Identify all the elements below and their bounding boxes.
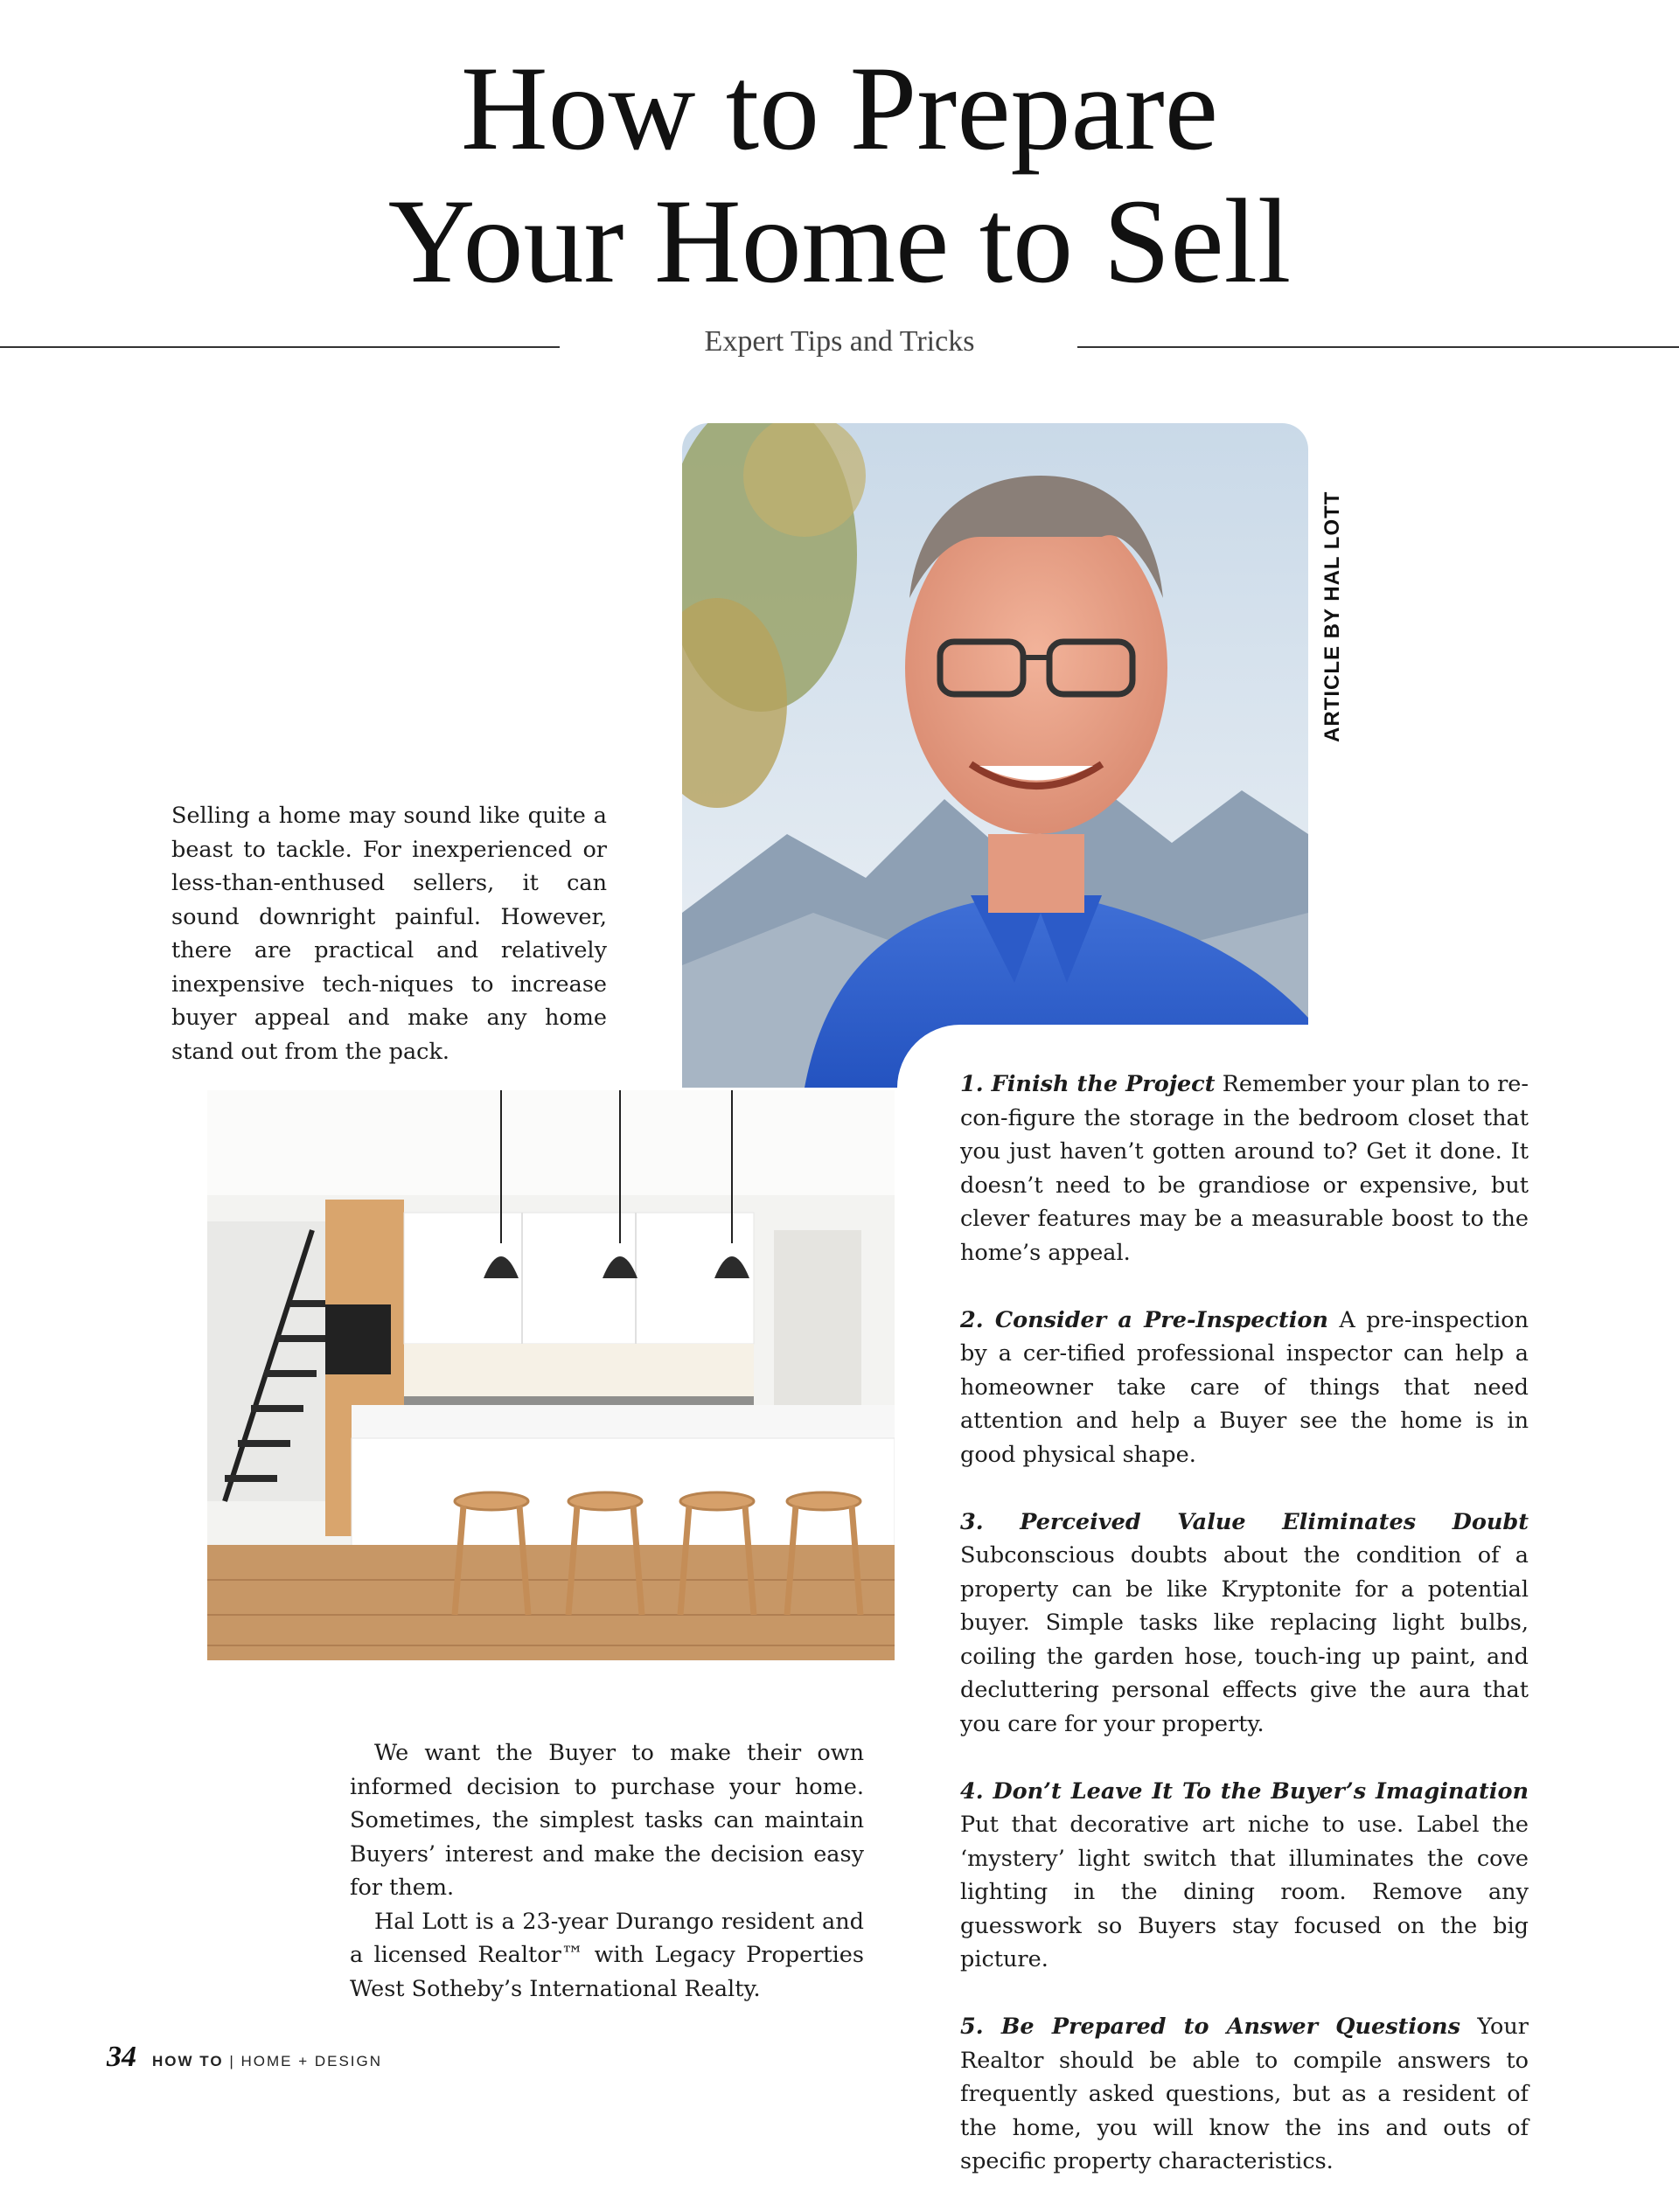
title-line-2: Your Home to Sell <box>387 174 1292 308</box>
tip-body: A pre-inspection by a cer-tified professional inspector can help a homeowner take care of things that need attention and help a Buyer see the home is in good physical shape. <box>960 1306 1529 1468</box>
section-name: HOW TO <box>152 2053 224 2069</box>
page-number: 34 <box>107 2041 136 2073</box>
article-byline: ARTICLE BY HAL LOTT <box>1320 490 1344 742</box>
right-divider <box>1077 346 1679 348</box>
left-divider <box>0 346 560 348</box>
tip-heading: 3. Perceived Value Eliminates Doubt <box>960 1508 1529 1535</box>
tip-item <box>960 1068 1529 1269</box>
closing-section <box>350 1736 864 2006</box>
tip-heading: 1. Finish the Project <box>960 1071 1216 1097</box>
page-footer <box>107 2041 382 2076</box>
tips-list <box>960 1068 1529 2212</box>
kitchen-photo <box>207 1090 895 1660</box>
tip-body: Subconscious doubts about the condition of a property can be like Kryptonite for a potential buyer. Simple tasks like replacing light bulbs, coiling the garden hose, touch-ing up paint, and decluttering personal effects give the aura that you care for your property. <box>960 1542 1529 1737</box>
tip-item <box>960 1304 1529 1472</box>
tip-heading: 2. Consider a Pre-Inspection <box>960 1306 1328 1333</box>
intro-paragraph <box>171 799 607 1068</box>
closing-paragraph: We want the Buyer to make their own informed decision to purchase your home. Sometimes, the simplest tasks can maintain Buyers’ interest and make the decision easy for them. <box>350 1740 864 1901</box>
title-line-1: How to Prepare <box>460 41 1219 175</box>
author-bio: Hal Lott is a 23-year Durango resident and a licensed Realtor™ with Legacy Properties West Sotheby’s International Realty. <box>350 1908 864 2002</box>
tip-body: Remember your plan to re-con-figure the storage in the bedroom closet that you just haven’t gotten around to? Get it done. It doesn’t need to be grandiose or expensive, but clever features may be a measurable boost to the home’s appeal. <box>960 1071 1529 1266</box>
tip-item <box>960 1506 1529 1742</box>
article-title <box>0 42 1679 308</box>
intro-text: Selling a home may sound like quite a beast to tackle. For inexperienced or less-than-enthused sellers, it can sound downright painful. However, there are practical and relatively inexpensive tech-niques to increase buyer appeal and make any home stand out from the pack. <box>171 803 607 1065</box>
tip-body: Put that decorative art niche to use. Label the ‘mystery’ light switch that illuminates the cove lighting in the dining room. Remove any guesswork so Buyers stay focused on the big picture. <box>960 1812 1529 1972</box>
tip-body: Your Realtor should be able to compile answers to frequently asked questions, but as a resident of the home, you will know the ins and outs of specific property characteristics. <box>960 2014 1529 2174</box>
tip-heading: 5. Be Prepared to Answer Questions <box>960 2014 1460 2040</box>
section-label <box>152 2053 382 2070</box>
author-portrait-photo <box>682 423 1308 1088</box>
tip-item <box>960 2010 1529 2179</box>
section-subname: HOME + DESIGN <box>240 2053 383 2069</box>
section-separator: | <box>229 2053 235 2069</box>
tip-item <box>960 1775 1529 1977</box>
tip-heading: 4. Don’t Leave It To the Buyer’s Imagination <box>960 1777 1529 1805</box>
article-subtitle: Expert Tips and Tricks <box>704 325 975 358</box>
